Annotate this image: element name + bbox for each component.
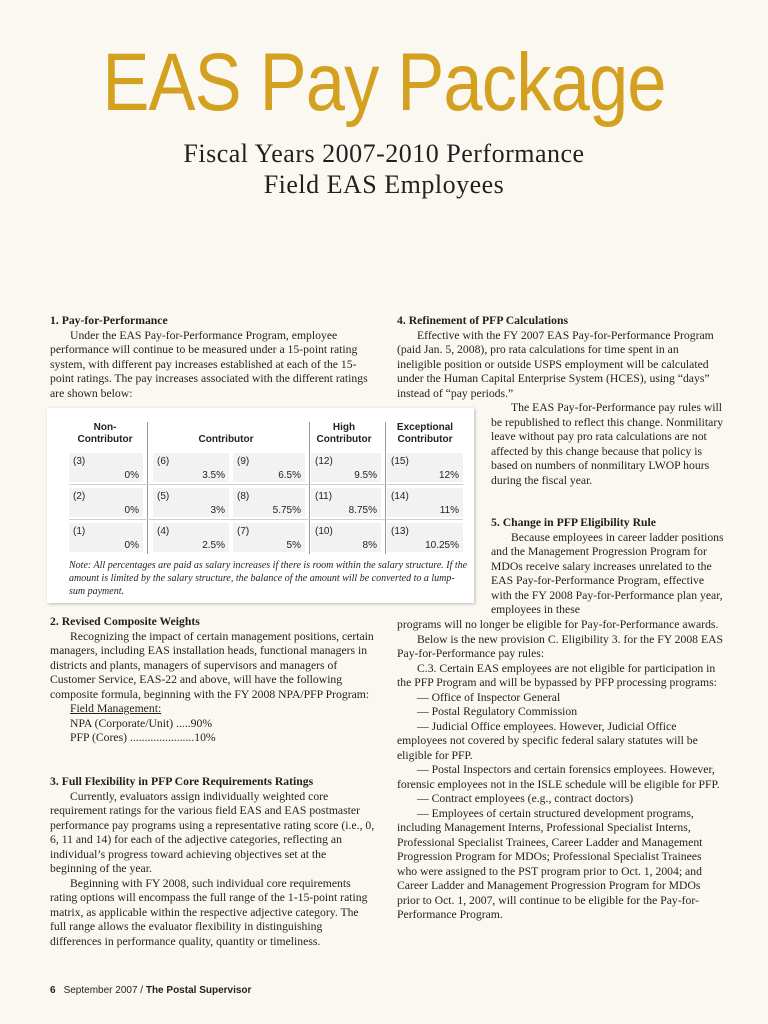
rating-number: (15): [391, 456, 409, 467]
rating-increase: 8.75%: [348, 505, 377, 516]
rating-number: (13): [391, 526, 409, 537]
page-title: EAS Pay Package: [102, 37, 666, 128]
rating-number: (11): [315, 491, 333, 502]
pfp-weight: PFP (Cores) ......................10%: [70, 731, 216, 744]
rating-increase: 5.75%: [272, 505, 301, 516]
rating-increase: 0%: [124, 540, 139, 551]
rating-increase: 3.5%: [202, 470, 225, 481]
row-divider: [69, 519, 463, 520]
rating-cell: [69, 523, 143, 552]
rating-number: (8): [237, 491, 250, 502]
rating-cell: [311, 488, 381, 517]
rating-increase: 11%: [439, 505, 459, 516]
excluded-item: — Employees of certain structured development programs, including Management Interns, Professional Specialist Interns, Professional Specialist Trainees, Career Ladder and Management Progression Program for MDOs; Professional Specialist Trainees who were assigned to the PST program prior to Oct. 1, 2004; and Career Ladder and Management Progression Program for MDOs prior to Oct. 1, 2007, will continue to be eligible for the Pay-for-Performance Program.: [397, 806, 703, 921]
header-exceptional-contributor: Exceptional Contributor: [396, 422, 454, 445]
npa-weight: NPA (Corporate/Unit) .....90%: [70, 716, 213, 730]
rating-number: (2): [73, 491, 86, 502]
publication-name: The Postal Supervisor: [145, 985, 252, 996]
ratings-table: [47, 408, 474, 603]
rating-cell: [69, 488, 143, 517]
field-management-label: Field Management:: [70, 702, 162, 715]
subtitle-line-1: Fiscal Years 2007-2010 Performance: [183, 139, 585, 168]
rating-cell: [233, 453, 305, 482]
section-5-body-1: Because employees in career ladder positions and the Management Progression Program for MDOs receive salary increases unrelated to the EAS Pay-for-Performance Program, effective with the FY 2008 Pay-for-Performance plan year, employees in these: [491, 530, 724, 616]
rating-cell: [387, 488, 463, 517]
rating-cell: [233, 523, 305, 552]
section-1: [50, 314, 375, 401]
excluded-item: — Judicial Office employees. However, Judicial Office employees not covered by specific federal salary statutes will be eligible for PFP.: [397, 719, 698, 762]
rating-increase: 6.5%: [278, 470, 301, 481]
section-1-heading: 1. Pay-for-Performance: [50, 314, 168, 327]
rating-number: (1): [73, 526, 86, 537]
rating-cell: [69, 453, 143, 482]
rating-cell: [387, 453, 463, 482]
row-divider: [69, 484, 463, 485]
page-number: 6: [50, 985, 56, 996]
rating-increase: 5%: [286, 540, 301, 551]
rating-number: (6): [157, 456, 170, 467]
rating-cell: [387, 523, 463, 552]
rating-cell: [311, 453, 381, 482]
rating-number: (5): [157, 491, 170, 502]
rating-increase: 3%: [210, 505, 225, 516]
excluded-item: — Office of Inspector General: [417, 690, 561, 704]
subtitle-line-2: Field EAS Employees: [263, 170, 505, 199]
excluded-item: — Contract employees (e.g., contract doctors): [417, 792, 634, 805]
rating-increase: 9.5%: [354, 470, 377, 481]
section-3-heading: 3. Full Flexibility in PFP Core Requirements Ratings: [50, 775, 314, 788]
excluded-item: — Postal Regulatory Commission: [417, 705, 578, 718]
table-note: Note: All percentages are paid as salary increases if there is room within the salary structure. If the amount is limited by the salary structure, the balance of the amount will be converted to a lump-sum payment.: [69, 560, 468, 597]
section-4-wrap: [491, 401, 724, 488]
rating-increase: 12%: [438, 470, 459, 481]
page-footer: [50, 985, 251, 996]
section-5-body-2: Below is the new provision C. Eligibility 3. for the FY 2008 EAS Pay-for-Performance pay rules:: [397, 632, 724, 660]
rating-increase: 0%: [124, 470, 139, 481]
section-2: [50, 615, 375, 746]
section-4-body-1: Effective with the FY 2007 EAS Pay-for-Performance Program (paid Jan. 5, 2008), pro rata calculations for time spent in an ineligible position or outside USPS employment will be calculated under the Human Capital Enterprise System (HCES), using “days” instead of “pay periods.”: [397, 328, 714, 400]
header-contributor: Contributor: [198, 434, 254, 445]
rating-increase: 0%: [124, 505, 139, 516]
rating-number: (3): [73, 456, 86, 467]
rating-increase: 8%: [362, 540, 377, 551]
rating-number: (14): [391, 491, 409, 502]
section-3: [50, 775, 375, 949]
section-4-heading: 4. Refinement of PFP Calculations: [397, 314, 569, 327]
rating-number: (10): [315, 526, 333, 537]
section-4: [397, 314, 724, 401]
section-5-body-3: C.3. Certain EAS employees are not eligible for participation in the PFP Program and will be bypassed by PFP processing programs:: [397, 661, 717, 689]
rating-number: (12): [315, 456, 333, 467]
rating-number: (4): [157, 526, 170, 537]
section-5-wrap: [491, 516, 724, 618]
rating-cell: [153, 453, 229, 482]
rating-cell: [153, 523, 229, 552]
section-2-heading: 2. Revised Composite Weights: [50, 615, 200, 628]
section-5-heading: 5. Change in PFP Eligibility Rule: [491, 516, 656, 529]
header-high-contributor: High Contributor: [316, 422, 372, 445]
footer-date: September 2007 /: [63, 985, 146, 996]
section-5-body-1-cont: programs will no longer be eligible for Pay-for-Performance awards.: [397, 618, 719, 631]
section-5: [397, 618, 724, 923]
rating-cell: [311, 523, 381, 552]
section-3-body-2: Beginning with FY 2008, such individual core requirements rating options will encompass the full range of the 1-15-point rating matrix, as applicable within the respective adjective category. The full range allows the evaluator flexibility in distinguishing differences in performance quality, quantity or timeliness.: [50, 876, 368, 948]
header-non-contributor: Non- Contributor: [77, 422, 133, 445]
rating-number: (9): [237, 456, 250, 467]
section-3-body-1: Currently, evaluators assign individually weighted core requirement ratings for the various field EAS and EAS postmaster performance pay programs using a representative rating score (i.e., 0, 6, 11 and 14) for each of the adjective categories, reflecting an individual’s progress toward achieving objectives set at the beginning of the year.: [50, 789, 375, 875]
section-2-body: Recognizing the impact of certain management positions, certain managers, including EAS installation heads, functional managers in districts and plants, managers of supervisors and managers of Customer Service, EAS-22 and above, will have the following composite formula, beginning with the FY 2008 NPA/PFP Program:: [50, 629, 374, 701]
section-4-body-2: The EAS Pay-for-Performance pay rules will be republished to reflect this change. Nonmilitary leave without pay pro rata calculations are not affected by this change because that policy is based on numbers of nonmilitary LWOP hours during the fiscal year.: [491, 401, 724, 487]
rating-increase: 2.5%: [202, 540, 225, 551]
rating-number: (7): [237, 526, 250, 537]
rating-cell: [233, 488, 305, 517]
section-1-body: Under the EAS Pay-for-Performance Program, employee performance will continue to be measured under a 15-point rating system, with different pay increases established at each of the 15-point ratings. The pay increases associated with the different ratings are shown below:: [50, 328, 368, 400]
excluded-item: — Postal Inspectors and certain forensics employees. However, forensic employees not in the ISLE schedule will be eligible for PFP.: [397, 763, 720, 791]
excluded-list: [397, 691, 724, 923]
rating-increase: 10.25%: [425, 540, 459, 551]
rating-cell: [153, 488, 229, 517]
